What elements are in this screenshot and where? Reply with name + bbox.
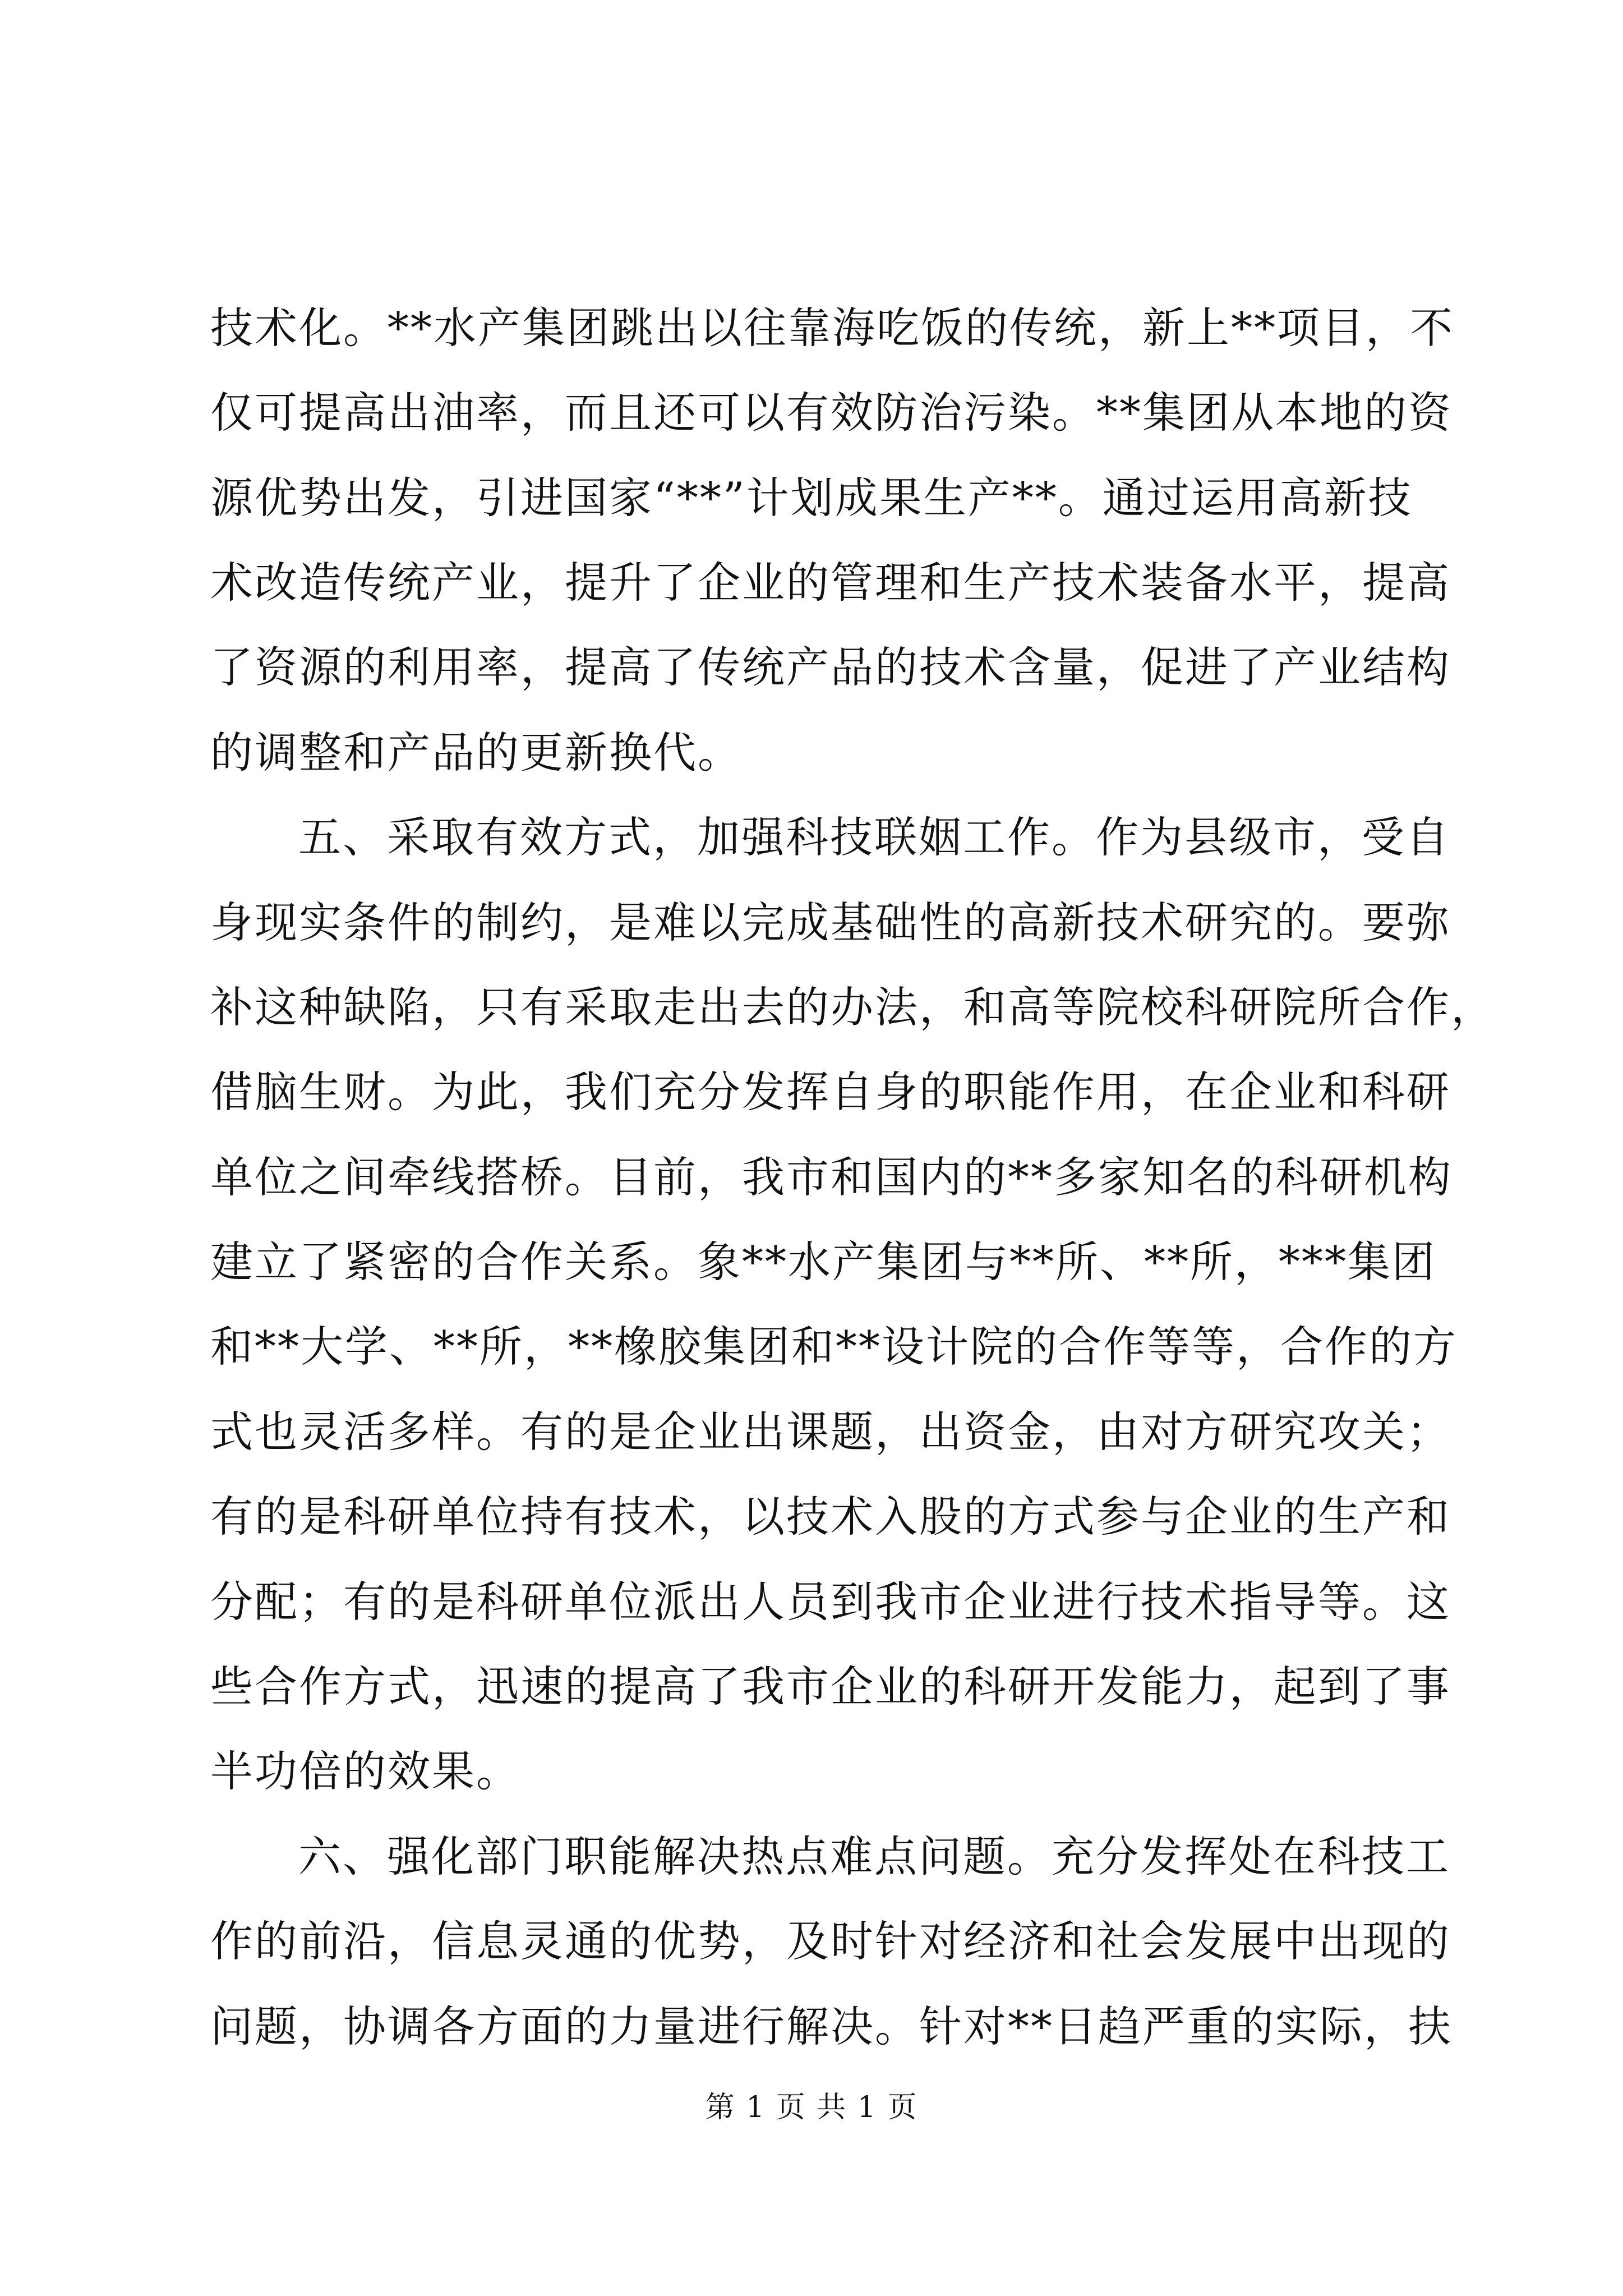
text-line: 补这种缺陷，只有采取走出去的办法，和高等院校科研院所合作， <box>210 982 1495 1032</box>
text-line: 借脑生财。为此，我们充分发挥自身的职能作用，在企业和科研 <box>210 1067 1451 1117</box>
text-line: 建立了紧密的合作关系。象**水产集团与**所、**所，***集团 <box>210 1237 1436 1287</box>
text-line: 六、强化部门职能解决热点难点问题。充分发挥处在科技工 <box>298 1832 1450 1881</box>
text-line: 术改造传统产业，提升了企业的管理和生产技术装备水平，提高 <box>210 558 1451 608</box>
text-line: 有的是科研单位持有技术，以技术入股的方式参与企业的生产和 <box>210 1492 1451 1542</box>
text-line: 分配；有的是科研单位派出人员到我市企业进行技术指导等。这 <box>210 1577 1451 1627</box>
text-line: 仅可提高出油率，而且还可以有效防治污染。**集团从本地的资 <box>210 388 1453 438</box>
text-line: 身现实条件的制约，是难以完成基础性的高新技术研究的。要弥 <box>210 898 1451 947</box>
text-line: 单位之间牵线搭桥。目前，我市和国内的**多家知名的科研机构 <box>210 1152 1453 1202</box>
text-line: 半功倍的效果。 <box>210 1746 520 1796</box>
text-line: 作的前沿，信息灵通的优势，及时针对经济和社会发展中出现的 <box>210 1916 1451 1966</box>
page-footer: 第 1 页 共 1 页 <box>705 2091 918 2124</box>
text-line: 些合作方式，迅速的提高了我市企业的科研开发能力，起到了事 <box>210 1662 1451 1711</box>
text-line: 技术化。**水产集团跳出以往靠海吃饭的传统，新上**项目，不 <box>210 303 1454 353</box>
text-line: 五、采取有效方式，加强科技联姻工作。作为县级市，受自 <box>298 812 1450 862</box>
text-line: 问题，协调各方面的力量进行解决。针对**日趋严重的实际，扶 <box>210 2001 1453 2051</box>
text-line: 了资源的利用率，提高了传统产品的技术含量，促进了产业结构 <box>210 642 1451 692</box>
text-line: 和**大学、**所，**橡胶集团和**设计院的合作等等，合作的方 <box>210 1322 1458 1372</box>
text-line: 的调整和产品的更新换代。 <box>210 728 742 777</box>
text-line: 源优势出发，引进国家“**”计划成果生产**。通过运用高新技 <box>210 473 1413 523</box>
text-line: 式也灵活多样。有的是企业出课题，出资金，由对方研究攻关； <box>210 1407 1451 1457</box>
